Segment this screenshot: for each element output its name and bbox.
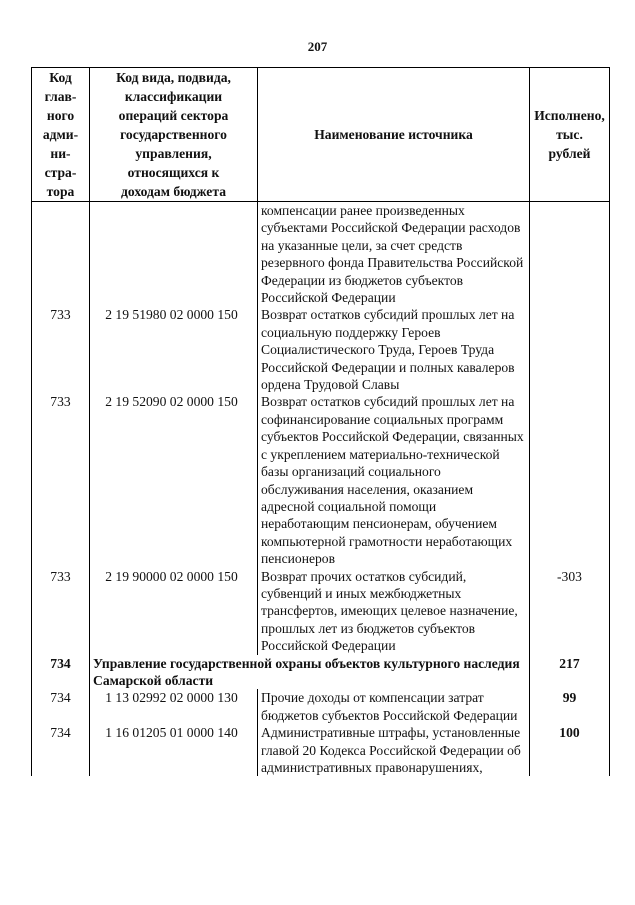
table-row [32,568,610,655]
kbk-code-cell: 1 16 01205 01 0000 140 [90,724,258,776]
table-row [32,724,610,776]
admin-code-cell [32,202,90,307]
admin-code-cell: 733 [32,568,90,655]
amount-cell [530,202,610,307]
source-name-cell: Возврат прочих остатков субсидий, субвенций и иных межбюджетных трансфертов, имеющих целевое назначение, прошлых лет из бюджетов субъектов Российской Федерации [258,568,530,655]
page-number: 207 [307,39,328,54]
kbk-code-cell [90,202,258,307]
section-title: Управление государственной охраны объектов культурного наследия Самарской области [90,655,530,690]
table-row [32,393,610,567]
source-name-cell: Возврат остатков субсидий прошлых лет на социальную поддержку Героев Социалистического Труда, Героев Труда Российской Федерации и полных кавалеров ордена Трудовой Славы [258,306,530,393]
amount-cell [530,393,610,567]
source-name-cell: Прочие доходы от компенсации затрат бюджетов субъектов Российской Федерации [258,689,530,724]
admin-code-cell: 734 [32,689,90,724]
kbk-code-cell: 1 13 02992 02 0000 130 [90,689,258,724]
table-row [32,306,610,393]
table-header-row [32,68,610,202]
header-admin-code: Код глав- ного адми- ни- стра- тора [32,68,90,202]
section-header-row [32,655,610,690]
section-amount: 217 [530,655,610,690]
section-admin-code: 734 [32,655,90,690]
admin-code-cell: 733 [32,306,90,393]
header-classification-code: Код вида, подвида, классификации операций сектора государственного управления, относящихся к доходам бюджета [90,68,258,202]
source-name-cell: Административные штрафы, установленные главой 20 Кодекса Российской Федерации об административных правонарушениях, [258,724,530,776]
revenue-sources-table [31,67,610,776]
admin-code-cell: 734 [32,724,90,776]
admin-code-cell: 733 [32,393,90,567]
kbk-code-cell: 2 19 51980 02 0000 150 [90,306,258,393]
table-row [32,689,610,724]
header-source-name: Наименование источника [258,68,530,202]
amount-cell [530,306,610,393]
header-executed-amount: Исполнено, тыс. рублей [530,68,610,202]
kbk-code-cell: 2 19 90000 02 0000 150 [90,568,258,655]
amount-cell: -303 [530,568,610,655]
table-row [32,202,610,307]
amount-cell: 100 [530,724,610,776]
amount-cell: 99 [530,689,610,724]
source-name-cell: компенсации ранее произведенных субъектами Российской Федерации расходов на указанные цели, за счет средств резервного фонда Правительства Российской Федерации из бюджетов субъектов Российской Федерации [258,202,530,307]
source-name-cell: Возврат остатков субсидий прошлых лет на софинансирование социальных программ субъектов Российской Федерации, связанных с укреплением материально-технической базы организаций социального обслуживания населения, оказанием адресной социальной помощи неработающим пенсионерам, обучением компьютерной грамотности неработающих пенсионеров [258,393,530,567]
kbk-code-cell: 2 19 52090 02 0000 150 [90,393,258,567]
